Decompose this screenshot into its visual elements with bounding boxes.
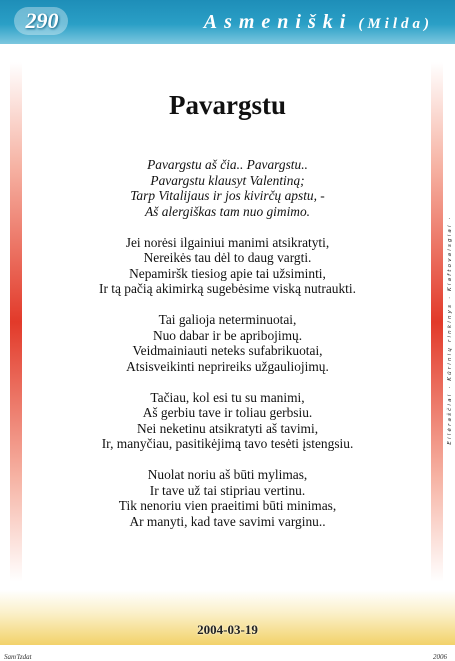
poem-line: Tarp Vitalijaus ir jos kivirčų apstu, -	[130, 188, 325, 203]
poem-line: Nei neketinu atsikratyti aš tavimi,	[136, 420, 319, 436]
left-decorative-bar	[10, 62, 22, 582]
section-title	[204, 7, 433, 37]
poem-line: Nuolat noriu aš būti mylimas,	[147, 467, 308, 482]
stanza	[40, 390, 415, 452]
poem-title: Pavargstu	[169, 90, 286, 120]
stanza	[40, 157, 415, 219]
poem-line: Aš gerbiu tave ir toliau gerbsiu.	[142, 405, 313, 420]
publication-year: 2006	[433, 653, 447, 661]
poem-line: Ar manyti, kad tave savimi varginu..	[129, 513, 326, 529]
poem-line: Nepamiršk tiesiog apie tai užsiminti,	[129, 265, 326, 281]
poem-line: Pavargstu klausyt Valentiną;	[150, 172, 305, 188]
publisher-label: Sam'Izdat	[4, 653, 32, 661]
right-decorative-bar	[431, 62, 443, 582]
page-number: 290	[25, 8, 59, 33]
poem-line: Tai galioja neterminuotai,	[158, 312, 297, 327]
poem-line: Ir, manyčiau, pasitikėjimą tavo tesėti įstengsiu.	[101, 436, 354, 451]
poem-line: Nereikės tau dėl to daug vargti.	[143, 250, 312, 265]
section-author: (Milda)	[358, 16, 433, 32]
vertical-side-caption: Eilėraščiai · Kūrinių rinkinys · Kiaftovaisgiai ·	[447, 215, 453, 445]
poem-line: Ir tą pačią akimirką sugebėsime viską nutraukti.	[99, 281, 356, 296]
poem-line: Jei norėsi ilgainiui manimi atsikratyti,	[125, 234, 330, 250]
poem-line: Veidmainiauti neteks sufabrikuotai,	[132, 343, 323, 358]
poem-line: Ir tave už tai stipriau vertinu.	[149, 482, 306, 498]
poem-line: Pavargstu aš čia.. Pavargstu..	[147, 157, 308, 172]
stanza	[40, 467, 415, 529]
page-header	[0, 0, 455, 44]
bottom-strip	[0, 645, 455, 661]
section-title-text: Asmeniški	[203, 11, 353, 33]
poem-line: Tik nenoriu vien praeitimi būti minimas,	[118, 498, 337, 513]
stanza	[40, 235, 415, 297]
poem-line: Nuo dabar ir be apribojimų.	[152, 327, 303, 343]
poem-line: Tačiau, kol esi tu su manimi,	[150, 389, 305, 405]
poem-date: 2004-03-19	[197, 622, 258, 637]
poem-body	[40, 157, 415, 545]
poem-line: Atsisveikinti neprireiks užgauliojimų.	[126, 358, 329, 374]
poem-line: Aš alergiškas tam nuo gimimo.	[144, 203, 311, 219]
stanza	[40, 312, 415, 374]
